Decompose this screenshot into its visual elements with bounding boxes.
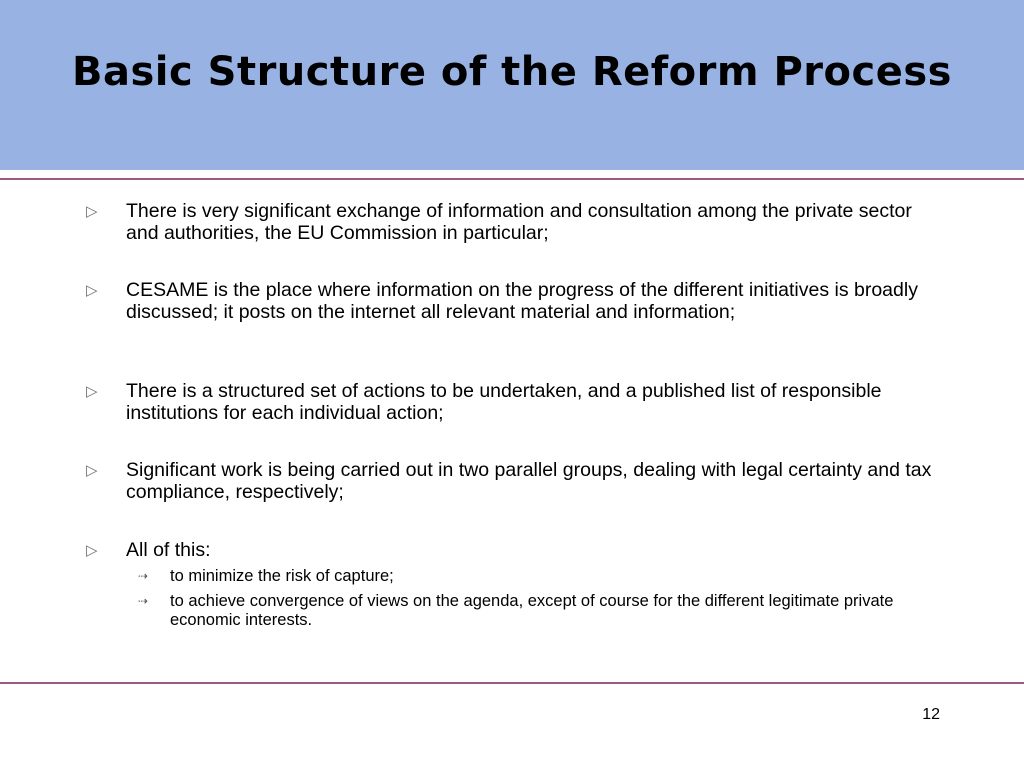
dashed-arrow-bullet-icon: ⇢ xyxy=(138,593,149,608)
bullet-text: There is very significant exchange of information and consultation among the private sector and authorities, the EU Commission in particular; xyxy=(126,200,912,244)
triangle-bullet-icon: ▷ xyxy=(86,542,98,559)
bullet-text: All of this: xyxy=(126,539,211,561)
sub-bullet-text: to achieve convergence of views on the agenda, except of course for the different legitimate private economic interests. xyxy=(170,591,894,629)
sub-bullet-text: to minimize the risk of capture; xyxy=(170,567,394,585)
sub-bullet-item xyxy=(86,592,936,631)
bullet-item xyxy=(86,539,936,636)
bottom-divider xyxy=(0,682,1024,684)
sub-bullet-list xyxy=(86,567,936,631)
top-divider xyxy=(0,178,1024,180)
slide-title: Basic Structure of the Reform Process xyxy=(72,49,952,95)
bullet-item xyxy=(86,380,936,424)
triangle-bullet-icon: ▷ xyxy=(86,203,98,220)
bullet-item xyxy=(86,459,936,503)
triangle-bullet-icon: ▷ xyxy=(86,282,98,299)
bullet-item xyxy=(86,279,936,323)
page-number: 12 xyxy=(922,706,940,723)
dashed-arrow-bullet-icon: ⇢ xyxy=(138,569,149,583)
bullet-item xyxy=(86,200,936,244)
bullet-text: Significant work is being carried out in two parallel groups, dealing with legal certainty and tax compliance, respectively; xyxy=(126,459,932,503)
triangle-bullet-icon: ▷ xyxy=(86,462,98,479)
sub-bullet-item xyxy=(86,567,936,587)
bullet-text: There is a structured set of actions to be undertaken, and a published list of responsible institutions for each individual action; xyxy=(126,380,882,424)
triangle-bullet-icon: ▷ xyxy=(86,383,98,400)
bullet-text: CESAME is the place where information on the progress of the different initiatives is broadly discussed; it posts on the internet all relevant material and information; xyxy=(126,279,918,323)
